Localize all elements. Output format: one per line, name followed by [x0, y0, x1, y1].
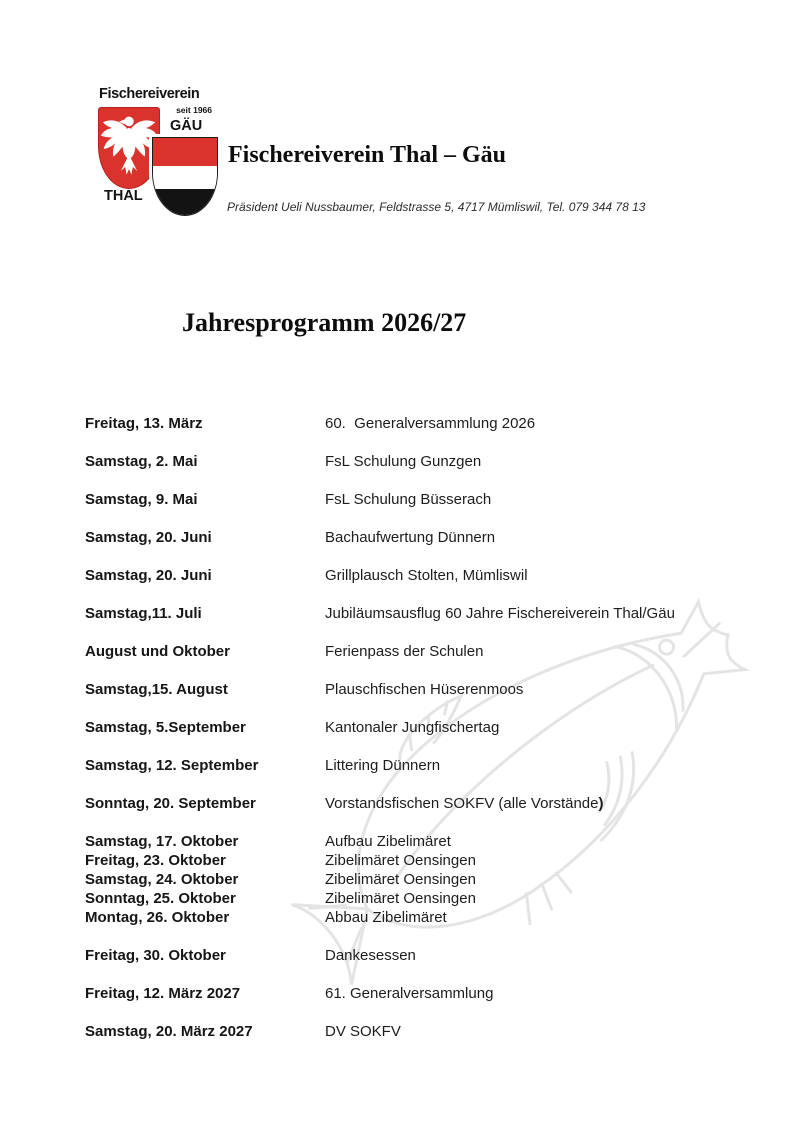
schedule-row: [85, 870, 775, 889]
event-text: Bachaufwertung Dünnern: [325, 529, 496, 546]
club-logo: [88, 84, 238, 226]
event-name: [325, 414, 535, 433]
schedule-row: [85, 566, 775, 585]
event-date: Sonntag, 25. Oktober: [85, 890, 236, 907]
schedule-row: [85, 794, 775, 813]
schedule-row: [85, 452, 775, 471]
event-name: [325, 908, 447, 927]
schedule-row: [85, 832, 775, 851]
event-text: 60. Generalversammlung 2026: [325, 415, 536, 432]
event-name: [325, 604, 675, 623]
event-date: Samstag, 20. Juni: [85, 567, 212, 584]
event-date: Samstag, 9. Mai: [85, 491, 198, 508]
schedule-row: [85, 680, 775, 699]
schedule-row: [85, 528, 775, 547]
event-date: Samstag,11. Juli: [85, 605, 202, 622]
contact-line: Präsident Ueli Nussbaumer, Feldstrasse 5, 4717 Mümliswil, Tel. 079 344 78 13: [227, 200, 646, 214]
gau-stripe-white: [153, 166, 217, 189]
event-text: Ferienpass der Schulen: [325, 643, 484, 660]
event-date: Freitag, 13. März: [85, 415, 203, 432]
event-text: 61. Generalversammlung: [325, 985, 494, 1002]
event-date: Samstag, 2. Mai: [85, 453, 198, 470]
event-text: FsL Schulung Büsserach: [325, 491, 492, 508]
event-name: [325, 680, 523, 699]
schedule-row: [85, 718, 775, 737]
event-date: Sonntag, 20. September: [85, 795, 256, 812]
club-title: Fischereiverein Thal – Gäu: [228, 142, 507, 168]
event-name: [325, 756, 440, 775]
event-text: Kantonaler Jungfischertag: [325, 719, 500, 736]
event-date: Samstag, 20. Juni: [85, 529, 212, 546]
schedule-row: [85, 1022, 775, 1041]
logo-club-name: Fischereiverein: [99, 86, 200, 102]
schedule-row: [85, 756, 775, 775]
schedule-row: [85, 908, 775, 927]
event-text: Littering Dünnern: [325, 757, 441, 774]
gau-label: GÄU: [170, 118, 203, 134]
event-suffix: ): [598, 795, 604, 812]
event-date: Freitag, 12. März 2027: [85, 985, 241, 1002]
event-text: Jubiläumsausflug 60 Jahre Fischereiverein Thal/Gäu: [325, 605, 675, 622]
event-name: [325, 984, 493, 1003]
event-date: Samstag, 17. Oktober: [85, 833, 239, 850]
event-name: [325, 794, 603, 813]
schedule-row: [85, 642, 775, 661]
event-text: Vorstandsfischen SOKFV (alle Vorstände: [325, 795, 599, 812]
event-name: [325, 832, 451, 851]
schedule-row: [85, 604, 775, 623]
event-name: [325, 718, 499, 737]
event-text: Grillplausch Stolten, Mümliswil: [325, 567, 528, 584]
event-name: [325, 889, 476, 908]
schedule-row: [85, 889, 775, 908]
event-date: Samstag,15. August: [85, 681, 228, 698]
thal-label: THAL: [104, 188, 143, 204]
event-date: Samstag, 20. März 2027: [85, 1023, 253, 1040]
event-text: FsL Schulung Gunzgen: [325, 453, 482, 470]
event-text: Zibelimäret Oensingen: [325, 890, 476, 907]
event-date: Samstag, 24. Oktober: [85, 871, 239, 888]
event-date: Montag, 26. Oktober: [85, 909, 230, 926]
gau-stripe-red: [153, 138, 217, 166]
page-title: Jahresprogramm 2026/27: [182, 308, 467, 337]
schedule-row: [85, 414, 775, 433]
event-name: [325, 452, 481, 471]
event-name: [325, 528, 495, 547]
event-text: Zibelimäret Oensingen: [325, 871, 476, 888]
event-date: Samstag, 5.September: [85, 719, 246, 736]
event-name: [325, 490, 491, 509]
schedule-row: [85, 490, 775, 509]
event-text: Aufbau Zibelimäret: [325, 833, 451, 850]
event-name: [325, 566, 528, 585]
shield-gau-outline: [149, 134, 221, 219]
schedule-list: [85, 414, 775, 1041]
event-name: [325, 851, 476, 870]
event-date: Freitag, 23. Oktober: [85, 852, 226, 869]
gau-stripe-black: [153, 189, 217, 215]
schedule-row: [85, 984, 775, 1003]
event-date: Freitag, 30. Oktober: [85, 947, 226, 964]
event-text: Abbau Zibelimäret: [325, 909, 447, 926]
event-text: Dankesessen: [325, 947, 416, 964]
event-name: [325, 946, 416, 965]
schedule-row: [85, 851, 775, 870]
event-text: Zibelimäret Oensingen: [325, 852, 476, 869]
event-name: [325, 642, 483, 661]
shield-gau: [152, 137, 218, 216]
event-text: DV SOKFV: [325, 1023, 401, 1040]
event-name: [325, 870, 476, 889]
event-date: Samstag, 12. September: [85, 757, 259, 774]
event-text: Plauschfischen Hüserenmoos: [325, 681, 524, 698]
event-name: [325, 1022, 401, 1041]
event-date: August und Oktober: [85, 643, 230, 660]
logo-since-label: seit 1966: [176, 105, 212, 115]
schedule-row: [85, 946, 775, 965]
